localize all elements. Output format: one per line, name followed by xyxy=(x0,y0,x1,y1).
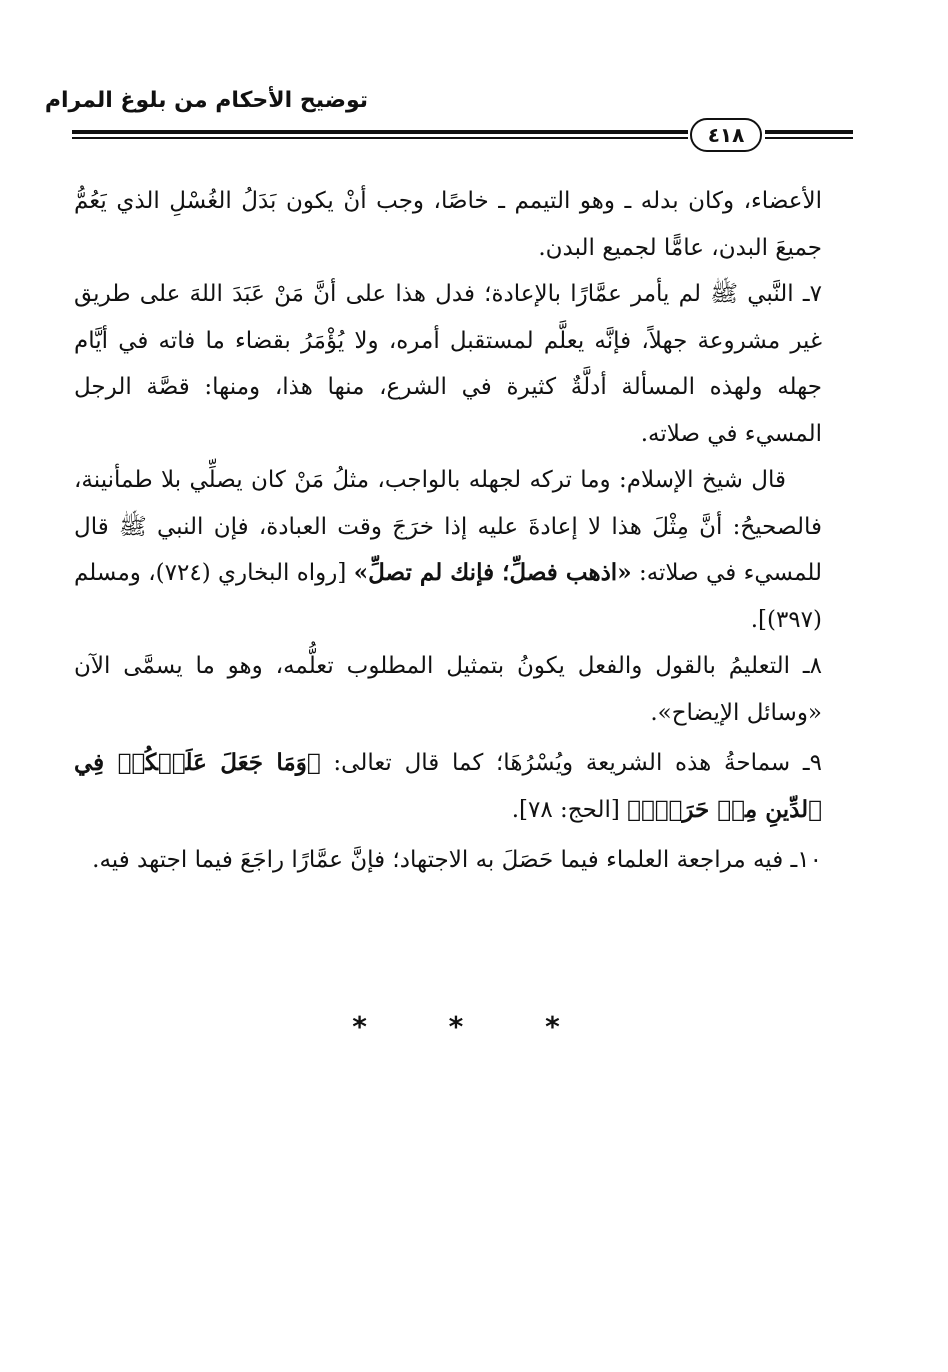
header-rule-thin-right xyxy=(765,137,853,139)
paragraph-intro: الأعضاء، وكان بدله ـ وهو التيمم ـ خاصًا، وجب أنْ يكون بَدَلُ الغُسْلِ الذي يَعُمُّ جميعَ البدن، عامًّا لجميع البدن. xyxy=(74,188,822,261)
page-number: ٤١٨ xyxy=(690,118,762,152)
paragraph-point-8: ٨ـ التعليمُ بالقول والفعل يكونُ بتمثيل المطلوب تعلُّمه، وهو ما يسمَّى الآن «وسائل الإيضاح». xyxy=(74,653,822,726)
shaykh-quote-text: قال شيخ الإسلام: وما تركه لجهله بالواجب، مثلُ مَنْ كان يصلِّي بلا طمأنينة، فالصحيحُ: أنَّ مِثْلَ هذا لا إعادةَ عليه إذا خرَجَ وقت العبادة، فإن النبي ﷺ قال للمسيء في صلاته: xyxy=(74,467,822,586)
header-rule-thin-left xyxy=(72,137,688,139)
point-9-text: ٩ـ سماحةُ هذه الشريعة ويُسْرُهَا؛ كما قال تعالى: xyxy=(320,750,822,776)
hadith-quote: «اذهب فصلِّ؛ فإنك لم تصلِّ» xyxy=(353,559,632,586)
paragraph-point-9 xyxy=(74,740,822,833)
main-text xyxy=(74,178,822,884)
paragraph-shaykh-quote xyxy=(74,457,822,643)
hadith-reference: [رواه البخاري (٧٢٤)، ومسلم (٣٩٧)]. xyxy=(74,560,822,633)
quran-verse: ﴿وَمَا جَعَلَ عَلَيۡكُمۡ فِي ٱلدِّينِ مِنۡ حَرَجٖۚ﴾ xyxy=(74,749,822,823)
header-rule-thick-right xyxy=(765,130,853,134)
verse-reference: [الحج: ٧٨]. xyxy=(511,796,628,823)
running-header-title: توضيح الأحكام من بلوغ المرام xyxy=(44,88,368,113)
header-rule-thick-left xyxy=(72,130,688,134)
paragraph-point-10: ١٠ـ فيه مراجعة العلماء فيما حَصَلَ به الاجتهاد؛ فإنَّ عمَّارًا راجَعَ فيما اجتهد فيه. xyxy=(92,847,822,873)
paragraph-point-7: ٧ـ النَّبي ﷺ لم يأمر عمَّارًا بالإعادة؛ فدل هذا على أنَّ مَنْ عَبَدَ اللهَ على طريق غير مشروعة جهلاً، فإنَّه يعلَّم لمستقبل أمره، ولا يُؤْمَرُ بقضاء ما فاته في أيَّام جهله ولهذه المسألة أدلَّةٌ كثيرة في الشرع، منها هذا، ومنها: قصَّة الرجل المسيء في صلاته. xyxy=(74,281,822,447)
section-divider-stars: * * * xyxy=(352,1010,596,1043)
